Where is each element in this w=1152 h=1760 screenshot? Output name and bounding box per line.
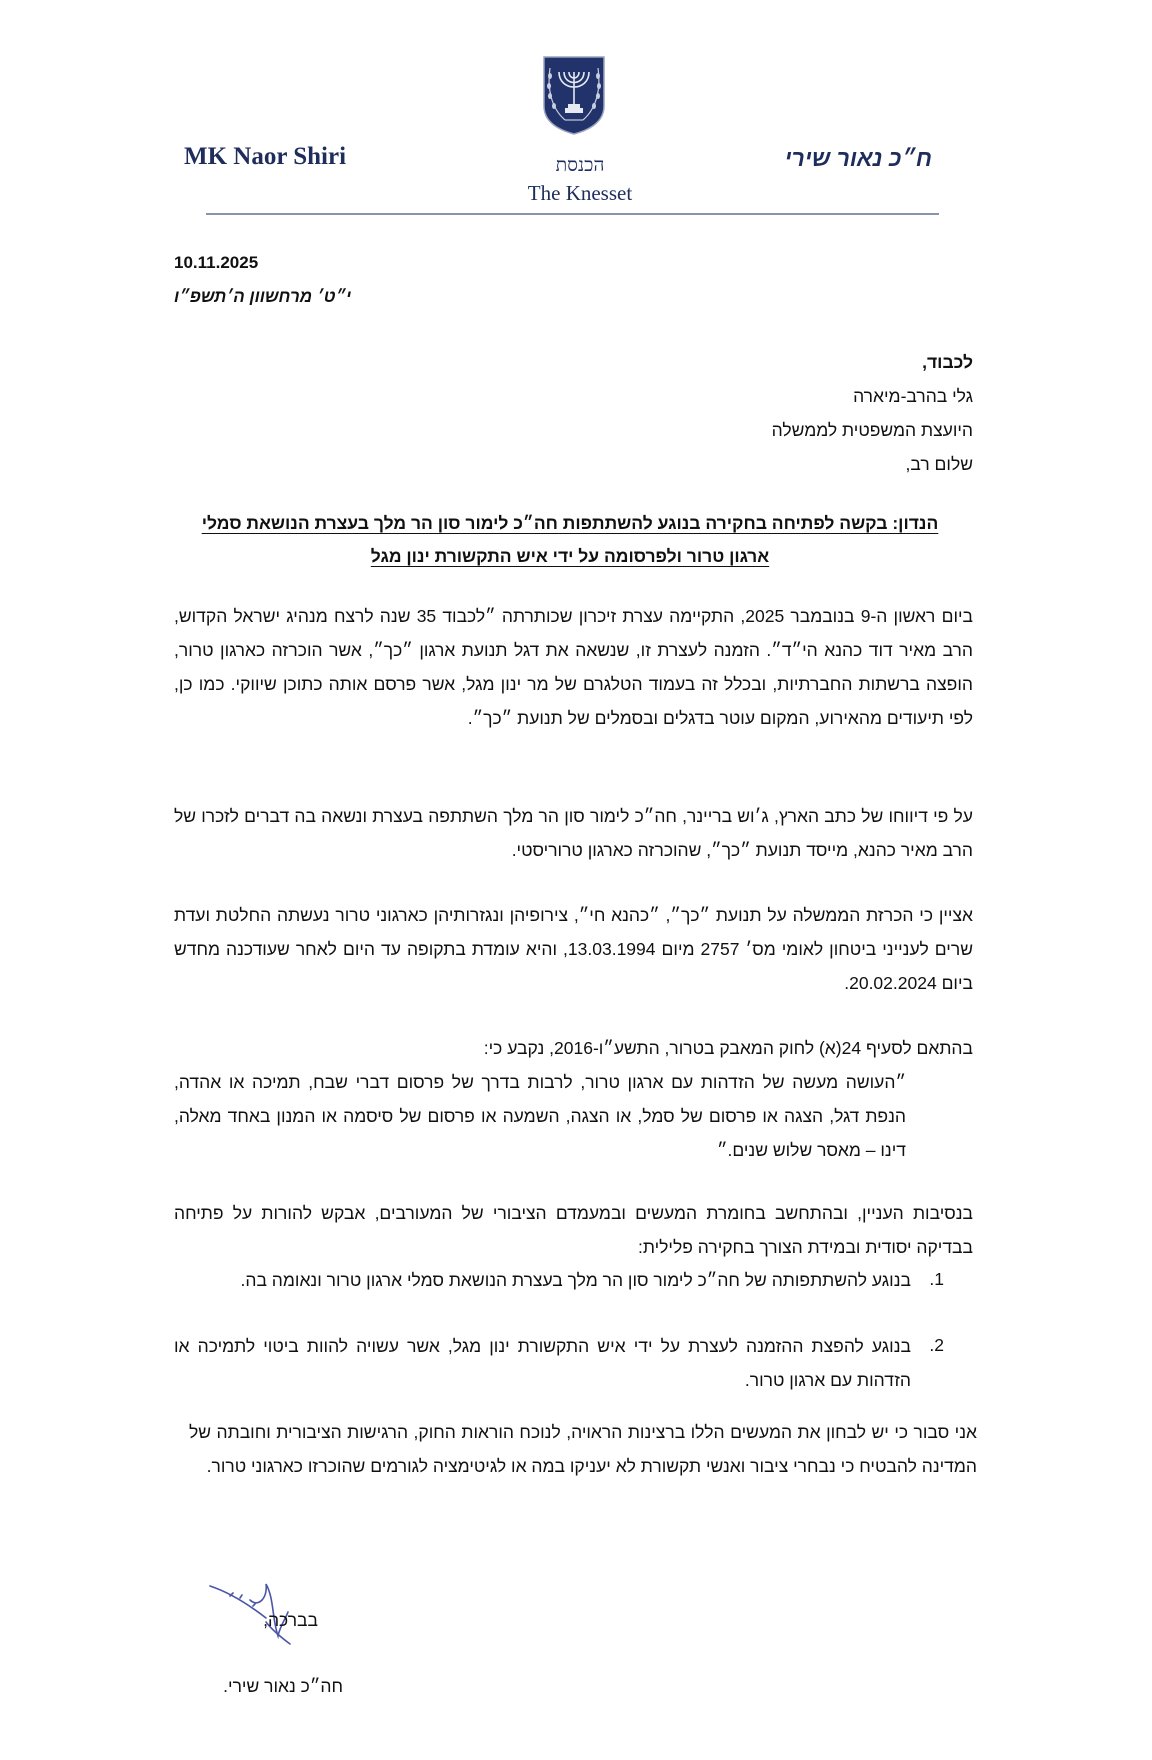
signer-name: חה״כ נאור שירי. — [223, 1676, 343, 1696]
subject-heading — [170, 507, 970, 573]
subject-line-1: הנדון: בקשה לפתיחה בחקירה בנוגע להשתתפות חה״כ לימור סון הר מלך בעצרת הנושאת סמלי — [201, 513, 939, 533]
salutation: לכבוד, — [922, 352, 973, 372]
paragraph-report: על פי דיווחו של כתב הארץ, ג׳וש בריינר, חה״כ לימור סון הר מלך השתתפה בעצרת ונשאה בה דברים לזכרו של הרב מאיר כהנא, מייסד תנועת ״כך״, שהוכרזה כארגון טרוריסטי. — [174, 806, 973, 860]
paragraph-designation: אציין כי הכרזת הממשלה על תנועת ״כך״, ״כהנא חי״, צירופיהן ונגזרותיהן כארגוני טרור נעשתה החלטת ועדת שרים לענייני ביטחון לאומי מס׳ 2757 מיום 13.03.1994, והיא עומדת בתקופה עד היום לאחר שעודכנה מחדש ביום 20.02.2024. — [174, 905, 973, 993]
recipient-block — [772, 345, 973, 481]
request-item-1-text: בנוגע להשתתפותה של חה״כ לימור סון הר מלך בעצרת הנושאת סמלי ארגון טרור ונאומה בה. — [240, 1270, 911, 1290]
header-divider — [206, 213, 939, 215]
request-item-2-number: 2. — [929, 1335, 944, 1355]
date-hebrew: י״ט׳ מרחשוון ה׳תשפ״ו — [174, 287, 352, 306]
request-item-1-number: 1. — [929, 1269, 944, 1289]
knesset-name-english: The Knesset — [527, 181, 633, 205]
recipient-title: היועצת המשפטית לממשלה — [771, 420, 973, 440]
law-quote: ״העושה מעשה של הזדהות עם ארגון טרור, לרבות בדרך של פרסום דברי שבח, תמיכה או אהדה, הנפת דגל, הצגה או פרסום של סמל, או הצגה, השמעה או פרסום של סיסמה או המנון באחד מאלה, דינו – מאסר שלוש שנים.״ — [174, 1072, 906, 1160]
request-item-2-text: בנוגע להפצת ההזמנה לעצרת על ידי איש התקשורת ינון מגל, אשר עשויה להוות ביטוי לתמיכה או הזדהות עם ארגון טרור. — [174, 1336, 911, 1390]
mk-name-english: MK Naor Shiri — [184, 143, 347, 170]
knesset-emblem-icon — [541, 54, 607, 136]
greeting: שלום רב, — [905, 454, 973, 474]
paragraph-law-intro: בהתאם לסעיף 24(א) לחוק המאבק בטרור, התשע״ו-2016, נקבע כי: — [483, 1038, 973, 1058]
date-gregorian: 10.11.2025 — [174, 253, 259, 272]
paragraph-request: בנסיבות העניין, ובהתחשב בחומרת המעשים ובמעמדם הציבורי של המעורבים, אבקש להורות על פתיחה בבדיקה יסודית ובמידת הצורך בחקירה פלילית: — [174, 1203, 973, 1257]
recipient-name: גלי בהרב-מיארה — [853, 386, 973, 406]
subject-line-2: ארגון טרור ולפרסומה על ידי איש התקשורת ינון מגל — [370, 546, 770, 566]
knesset-name-hebrew: הכנסת — [555, 155, 605, 176]
paragraph-event: ביום ראשון ה-9 בנובמבר 2025, התקיימה עצרת זיכרון שכותרתה ״לכבוד 35 שנה לרצח מנהיג ישראל הקדוש, הרב מאיר דוד כהנא הי״ד״. הזמנה לעצרת זו, שנשאה את דגל תנועת ארגון ״כך״, אשר הוכרזה כארגון טרור, הופצה ברשתות החברתיות, ובכלל זה בעמוד הטלגרם של מר ינון מגל, אשר פרסם אותה כתוכן שיווקי. כמו כן, לפי תיעודים מהאירוע, המקום עוטר בדגלים ובסמלים של תנועת ״כך״. — [174, 606, 974, 728]
mk-name-hebrew: ח״כ נאור שירי — [784, 145, 932, 171]
closing-regards: בברכה, — [263, 1610, 318, 1630]
paragraph-conclusion: אני סבור כי יש לבחון את המעשים הללו ברצינות הראויה, לנוכח הוראות החוק, הרגישות הציבורית וחובתה של המדינה להבטיח כי נבחרי ציבור ואנשי תקשורת לא יעניקו במה או לגיטימציה לגורמים שהוכרזו כארגוני טרור. — [189, 1422, 977, 1476]
